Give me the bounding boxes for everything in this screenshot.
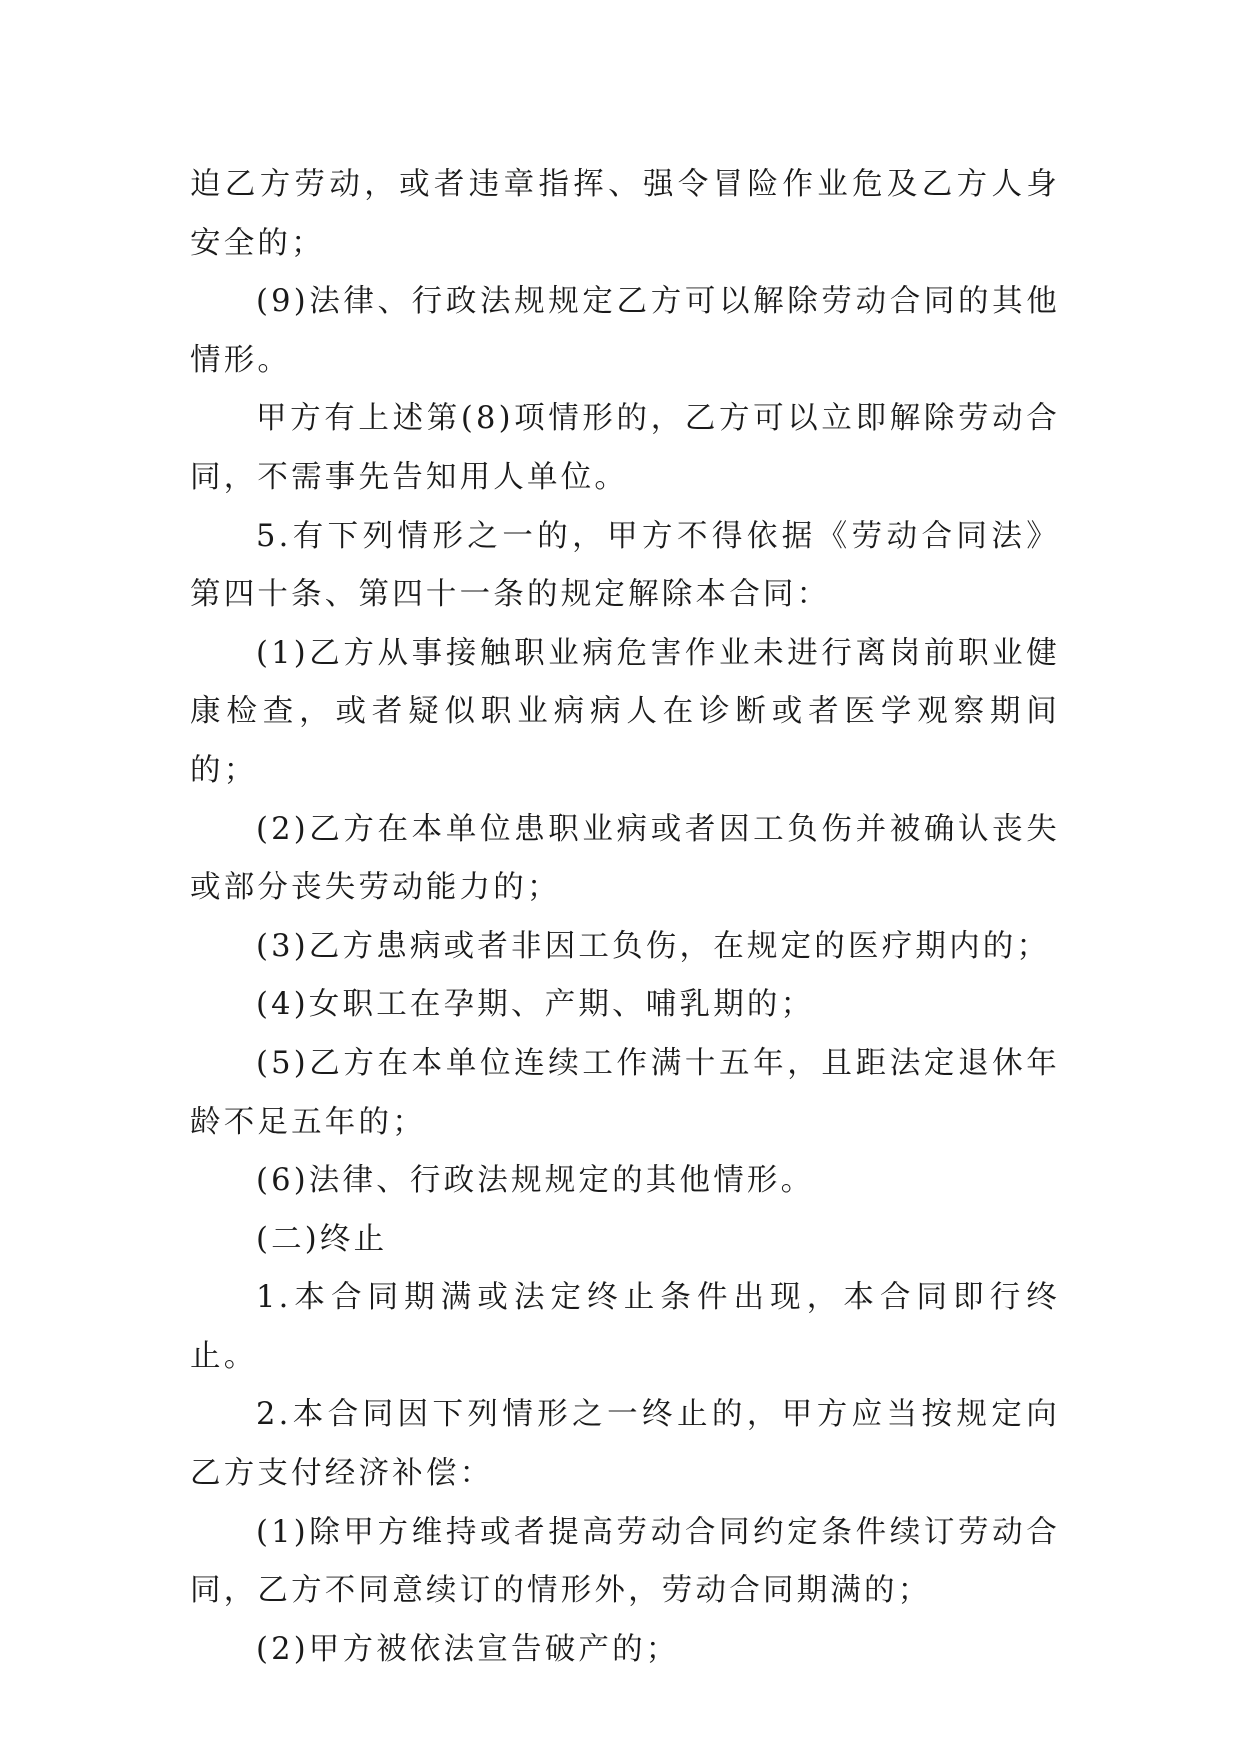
paragraph: (2)甲方被依法宣告破产的； [256, 1631, 680, 1667]
paragraph: 2.本合同因下列情形之一终止的，甲方应当按规定向乙方支付经济补偿： [190, 1397, 1060, 1492]
paragraph: (2)乙方在本单位患职业病或者因工负伤并被确认丧失或部分丧失劳动能力的； [190, 811, 1060, 906]
paragraph: (5)乙方在本单位连续工作满十五年，且距法定退休年龄不足五年的； [190, 1045, 1060, 1140]
paragraph: (3)乙方患病或者非因工负伤，在规定的医疗期内的； [256, 928, 1051, 964]
paragraph: (6)法律、行政法规规定的其他情形。 [256, 1163, 815, 1199]
paragraph: 迫乙方劳动，或者违章指挥、强令冒险作业危及乙方人身安全的； [190, 167, 1060, 261]
paragraph: (1)乙方从事接触职业病危害作业未进行离岗前职业健康检查，或者疑似职业病病人在诊断或者医学观察期间的； [190, 635, 1060, 788]
section-heading: (二)终止 [256, 1221, 388, 1257]
paragraph: 5.有下列情形之一的，甲方不得依据《劳动合同法》第四十条、第四十一条的规定解除本合同： [190, 518, 1060, 613]
paragraph: (1)除甲方维持或者提高劳动合同约定条件续订劳动合同，乙方不同意续订的情形外，劳动合同期满的； [190, 1514, 1060, 1609]
document-body [190, 156, 1060, 1679]
paragraph: 1.本合同期满或法定终止条件出现，本合同即行终止。 [190, 1280, 1060, 1374]
paragraph: (9)法律、行政法规规定乙方可以解除劳动合同的其他情形。 [190, 284, 1060, 378]
paragraph: (4)女职工在孕期、产期、哺乳期的； [256, 987, 815, 1023]
paragraph: 甲方有上述第(8)项情形的，乙方可以立即解除劳动合同，不需事先告知用人单位。 [190, 401, 1060, 495]
